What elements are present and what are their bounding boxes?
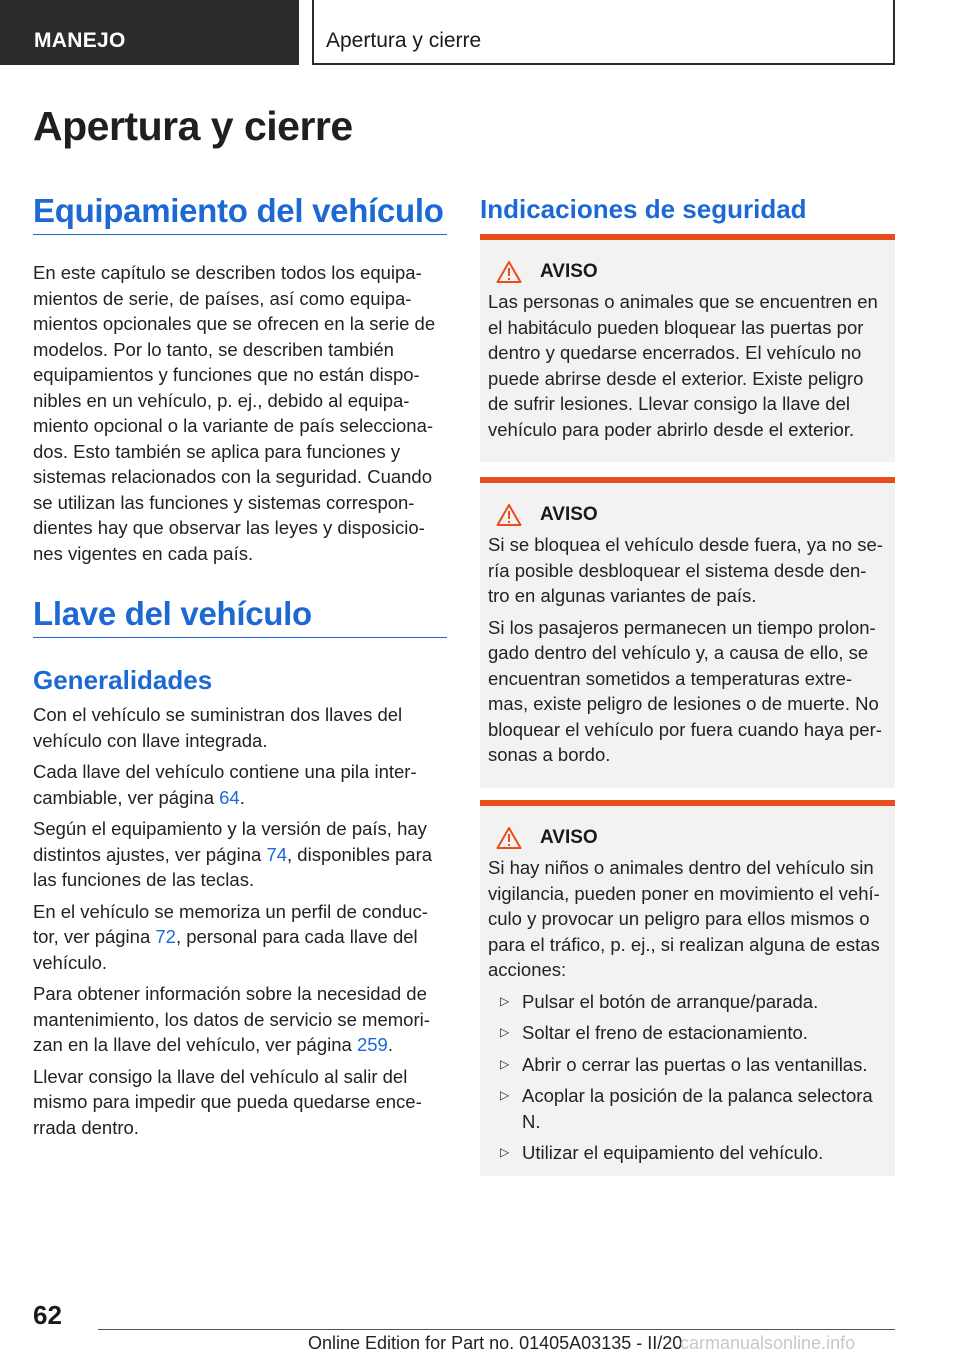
warning-text: Si hay niños o animales dentro del vehículo sin vigilancia, pueden poner en movimiento el vehí-culo y provocar un peligro para ellos mismos o para el tráfico, p. ej., si realizan alguna de estas acciones: (488, 857, 880, 980)
list-item: ▷ Utilizar el equipamiento del vehículo. (488, 1140, 887, 1166)
generalidades-body (33, 702, 449, 1140)
warning-text: Si se bloquea el vehículo desde fuera, ya no se-ría posible desbloquear el sistema desde den-tro en algunas variantes de país. (488, 534, 883, 606)
warning-header (496, 258, 887, 286)
equipamiento-text: En este capítulo se describen todos los equipa-mientos de serie, de países, así como equipa-mientos opcionales que se ofrecen en la serie de modelos. Por lo tanto, se describen también equipamientos y funciones que no están dispo-nibles en un vehículo, p. ej., debido al equipa-miento opcional o la variante de país selecciona-dos. Esto también se aplica para funciones y sistemas relacionados con la seguridad. Cuando se utilizan las funciones y sistemas correspon-dientes hay que observar las leyes y disposicio-nes vigentes en cada país. (33, 262, 436, 564)
warning-triangle-icon (496, 260, 522, 284)
bullet-triangle-icon: ▷ (500, 1025, 510, 1039)
list-item: ▷ Abrir o cerrar las puertas o las ventanillas. (488, 1052, 887, 1078)
warning-box (480, 800, 895, 1176)
warning-header (496, 824, 887, 852)
page-link-259[interactable]: 259 (356, 1034, 388, 1055)
page-link-74[interactable]: 74 (266, 843, 288, 865)
warning-triangle-icon (496, 503, 522, 527)
bullet-triangle-icon: ▷ (500, 993, 510, 1008)
section-tab (0, 0, 299, 65)
warning-title: AVISO (540, 261, 598, 282)
bullet-triangle-icon: ▷ (500, 1088, 510, 1102)
section-label: MANEJO (34, 29, 126, 52)
paragraph: Con el vehículo se suministran dos llaves del vehículo con llave integrada. (33, 704, 403, 751)
warning-title: AVISO (540, 504, 598, 525)
page-title: Apertura y cierre (33, 103, 353, 149)
paragraph: Llevar consigo la llave del vehículo al salir del mismo para impedir que pueda quedarse ence-rrada dentro. (33, 1065, 422, 1138)
list-item: ▷ Pulsar el botón de arranque/parada. (488, 989, 887, 1015)
action-list (488, 989, 887, 1166)
heading-equipamiento: Equipamiento del vehículo (33, 192, 444, 229)
heading-seguridad: Indicaciones de seguridad (480, 194, 807, 224)
footer-rule (98, 1329, 895, 1330)
paragraph: Según el equipamiento y la versión de país, hay distintos ajustes, ver página 74, disponibles para las funciones de las teclas. (33, 818, 433, 890)
paragraph: Cada llave del vehículo contiene una pila inter-cambiable, ver página 64. (33, 761, 417, 808)
heading-llave: Llave del vehículo (33, 595, 312, 632)
heading-rule (33, 234, 447, 235)
watermark: carmanualsonline.info (680, 1333, 856, 1353)
bullet-triangle-icon: ▷ (500, 1145, 510, 1159)
page-number: 62 (33, 1300, 62, 1330)
warning-text: Si los pasajeros permanecen un tiempo prolon-gado dentro del vehículo y, a causa de ello, se encuentran sometidos a temperaturas extre-mas, existe peligro de lesiones o de muerte. No bloquear el vehículo por fuera cuando haya per-sonas a bordo. (488, 616, 882, 765)
paragraph: En el vehículo se memoriza un perfil de conduc-tor, ver página 72, personal para cada llave del vehículo. (33, 900, 428, 973)
warning-text: Las personas o animales que se encuentren en el habitáculo pueden bloquear las puertas por dentro y quedarse encerrados. El vehículo no puede abrirse desde el exterior. Existe peligro de sufrir lesiones. Llevar consigo la llave del vehículo para poder abrirlo desde el exterior. (488, 291, 878, 440)
warning-box (480, 234, 895, 462)
heading-rule (33, 637, 447, 638)
page-link-72[interactable]: 72 (155, 926, 176, 947)
paragraph: Para obtener información sobre la necesidad de mantenimiento, los datos de servicio se memori-zan en la llave del vehículo, ver página 259. (33, 983, 430, 1055)
warning-box (480, 477, 895, 788)
warning-header (496, 501, 887, 529)
warning-triangle-icon (496, 826, 522, 850)
bullet-triangle-icon: ▷ (500, 1056, 510, 1071)
chapter-label: Apertura y cierre (326, 29, 482, 52)
list-item: ▷ Soltar el freno de estacionamiento. (488, 1020, 887, 1046)
heading-generalidades: Generalidades (33, 665, 213, 695)
edition-footer: Online Edition for Part no. 01405A03135 - II/20 (308, 1333, 683, 1353)
list-item: ▷ Acoplar la posición de la palanca selectora N. (500, 1085, 873, 1132)
page-link-64[interactable]: 64 (219, 786, 240, 808)
warning-title: AVISO (540, 827, 598, 848)
chapter-tab (312, 0, 895, 65)
